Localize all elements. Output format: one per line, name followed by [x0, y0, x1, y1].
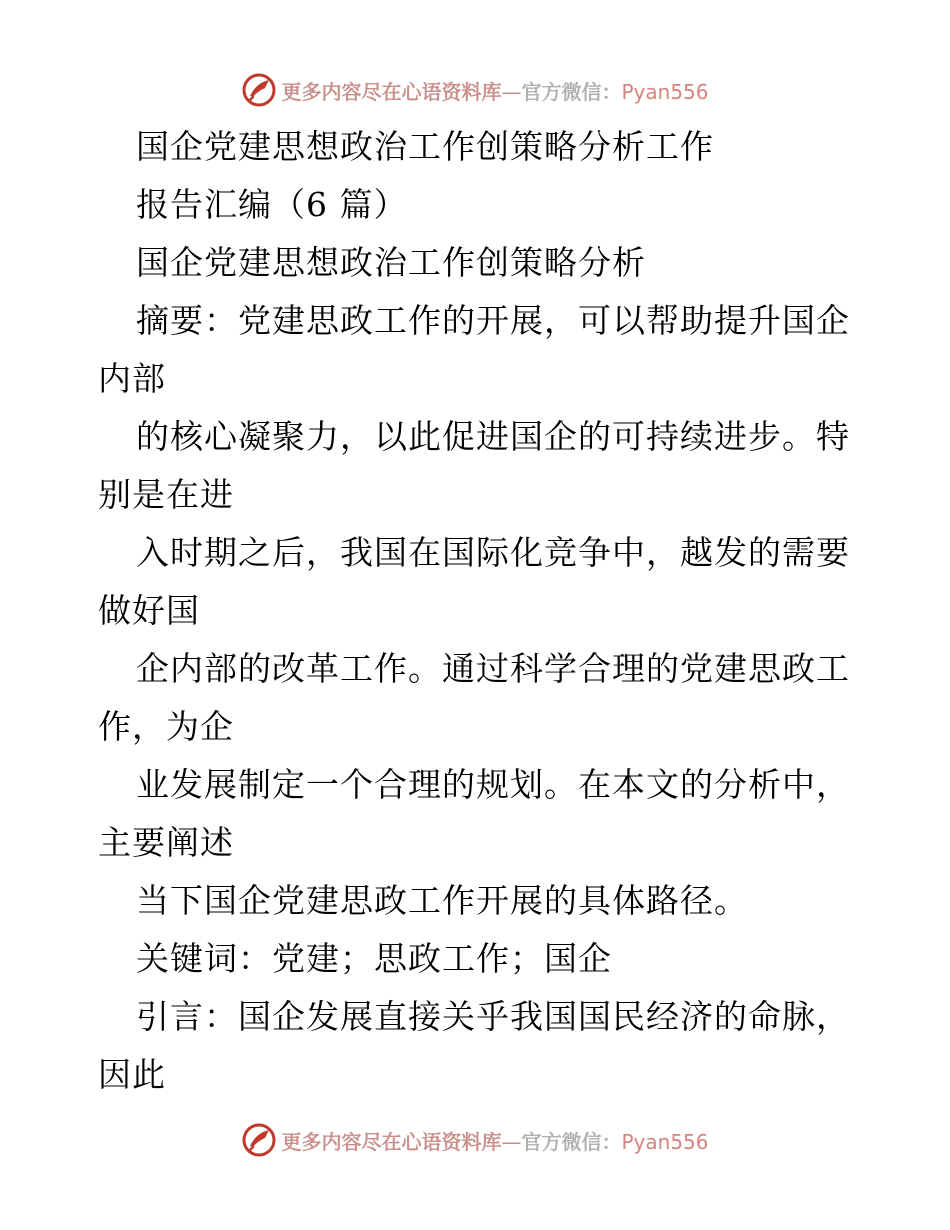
paragraph-line: 做好国: [98, 591, 200, 630]
paragraph-line: 摘要：党建思政工作的开展，可以帮助提升国企: [136, 301, 850, 340]
watermark-wechat-label: 官方微信：: [521, 1129, 622, 1154]
paragraph-line: 企内部的改革工作。通过科学合理的党建思政工: [136, 649, 850, 688]
paragraph-line: 因此: [98, 1055, 166, 1094]
paragraph-line: 主要阐述: [98, 823, 234, 862]
paragraph-line: 的核心凝聚力，以此促进国企的可持续进步。特: [136, 417, 850, 456]
paragraph-line: 国企党建思想政治工作创策略分析: [136, 243, 646, 282]
document-body: [98, 118, 858, 1104]
header-watermark: [0, 70, 950, 110]
paragraph-line: 入时期之后，我国在国际化竞争中，越发的需要: [136, 533, 850, 572]
paragraph-line: 报告汇编（6 篇）: [136, 185, 408, 224]
watermark-separator: —: [501, 1129, 522, 1154]
watermark-wechat-label: 官方微信：: [521, 79, 622, 104]
watermark-wechat-id: Pyan556: [621, 79, 709, 104]
paragraph-line: 当下国企党建思政工作开展的具体路径。: [136, 881, 748, 920]
paragraph-line: 引言：国企发展直接关乎我国国民经济的命脉，: [136, 997, 850, 1036]
watermark-separator: —: [501, 79, 522, 104]
watermark-wechat-id: Pyan556: [621, 1129, 709, 1154]
watermark-text: [281, 76, 708, 105]
paragraph-line: 关键词：党建；思政工作；国企: [136, 939, 612, 978]
pen-seal-icon: [241, 1122, 277, 1158]
paragraph-line: 别是在进: [98, 475, 234, 514]
paragraph-line: 作，为企: [98, 707, 234, 746]
paragraph-line: 业发展制定一个合理的规划。在本文的分析中，: [136, 765, 850, 804]
pen-seal-icon: [241, 72, 277, 108]
watermark-text: [281, 1126, 708, 1155]
paragraph-line: 内部: [98, 359, 166, 398]
watermark-main-text: 更多内容尽在心语资料库: [281, 79, 502, 104]
watermark-main-text: 更多内容尽在心语资料库: [281, 1129, 502, 1154]
paragraph-line: 国企党建思想政治工作创策略分析工作: [136, 127, 714, 166]
footer-watermark: [0, 1120, 950, 1160]
